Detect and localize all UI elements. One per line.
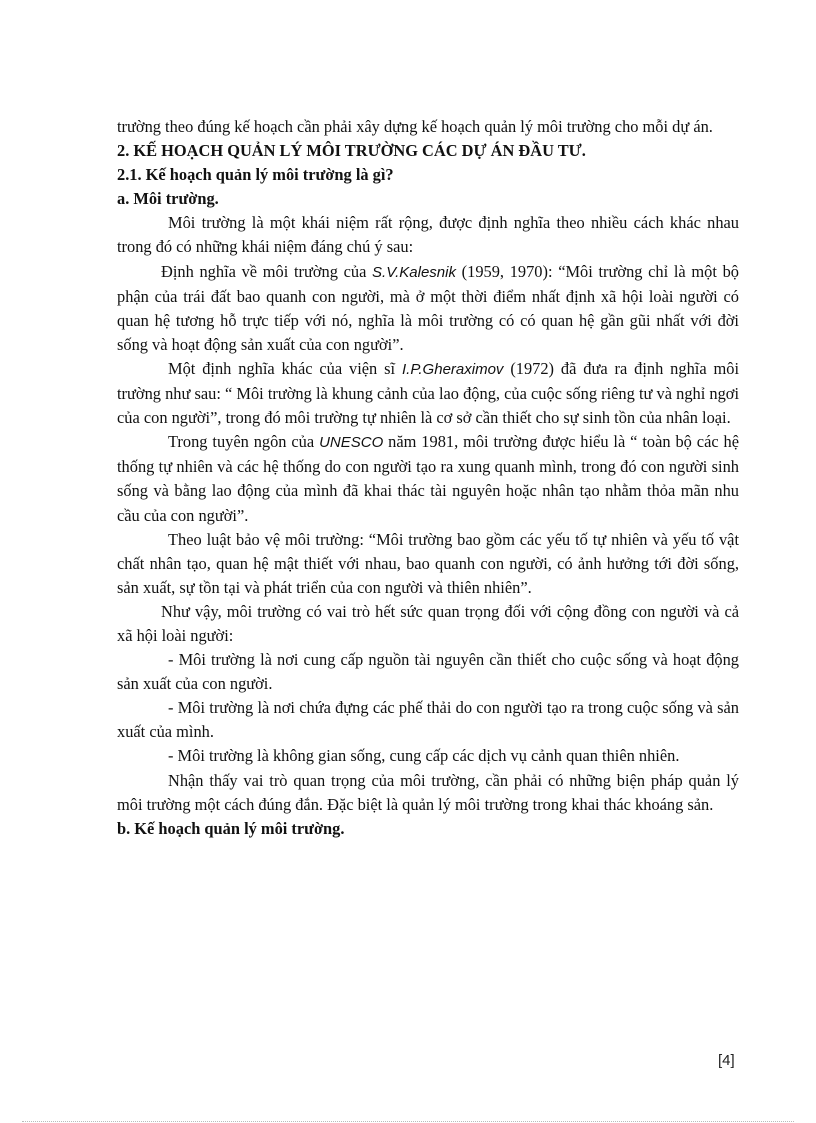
text-segment: Định nghĩa về môi trường của [161,261,373,281]
paragraph-definition-intro: Môi trường là một khái niệm rất rộng, được định nghĩa theo nhiều cách khác nhau trong đó có những khái niệm đáng chú ý sau: [117,213,739,257]
bullet-item: - Môi trường là nơi cung cấp nguồn tài nguyên cần thiết cho cuộc sống và hoạt động sản xuất của con người. [117,650,739,694]
text-segment: Trong tuyên ngôn của [168,432,320,452]
document-page [117,115,739,841]
paragraph-unesco [117,430,739,527]
bullet-item: - Môi trường là nơi chứa đựng các phế thải do con người tạo ra trong cuộc sống và sản xuất của mình. [117,698,739,742]
page-number: [4] [718,1052,735,1069]
page-bottom-divider [22,1121,794,1122]
text-segment: năm 1981, môi trường được hiểu là “ toàn bộ các hệ thống tự nhiên và các hệ thống do con người tạo ra xung quanh mình, trong đó con người sinh sống và bằng lao động của mình đã khai thác tài nguyên hoặc nhân tạo nhằm thỏa mãn nhu cầu của con người”. [117,432,739,525]
paragraph-law: Theo luật bảo vệ môi trường: “Môi trường bao gồm các yếu tố tự nhiên và yếu tố vật chất nhân tạo, quan hệ mật thiết với nhau, bao quanh con người, có ảnh hưởng tới đời sống, sản xuất, sự tồn tại và phát triển của con người và thiên nhiên”. [117,529,739,597]
text-segment: (1959, 1970): “Môi trường chỉ là một bộ phận của trái đất bao quanh con người, mà ở một thời điểm nhất định xã hội loài người có quan hệ tương hỗ trực tiếp với nó, nghĩa là môi trường có có quan hệ gần gũi nhất với đời sống và hoạt động sản xuất của con người”. [117,261,739,354]
paragraph-conclusion: Nhận thấy vai trò quan trọng của môi trường, cần phải có những biện pháp quản lý môi trường một cách đúng đắn. Đặc biệt là quản lý môi trường trong khai thác khoáng sản. [117,770,739,814]
text-segment: (1972) đã đưa ra định nghĩa môi trường như sau: “ Môi trường là khung cảnh của lao động, của cuộc sống riêng tư và nghỉ ngơi của con người”, trong đó môi trường tự nhiên là cơ sở cần thiết cho sự sinh tồn của nhân loại. [117,358,739,428]
author-name: S.V.Kalesnik [372,263,456,281]
text-segment: Một định nghĩa khác của viện sĩ [168,358,402,378]
paragraph-kalesnik [117,260,739,357]
paragraph-continuation: trường theo đúng kế hoạch cần phải xây dựng kế hoạch quản lý môi trường cho mỗi dự án. [117,117,713,136]
paragraph-gheraximov [117,357,739,430]
author-name: I.P.Gheraximov [401,360,504,378]
section-heading: 2. KẾ HOẠCH QUẢN LÝ MÔI TRƯỜNG CÁC DỰ ÁN ĐẦU TƯ. [117,141,586,161]
subheading-plan: b. Kế hoạch quản lý môi trường. [117,818,345,838]
paragraph-role: Như vậy, môi trường có vai trò hết sức quan trọng đối với cộng đồng con người và cả xã hội loài người: [117,601,739,645]
bullet-item: - Môi trường là không gian sống, cung cấp các dịch vụ cảnh quan thiên nhiên. [168,746,680,766]
subsection-heading: 2.1. Kế hoạch quản lý môi trường là gì? [117,165,394,185]
subheading-environment: a. Môi trường. [117,189,219,209]
organization-name: UNESCO [319,434,384,452]
